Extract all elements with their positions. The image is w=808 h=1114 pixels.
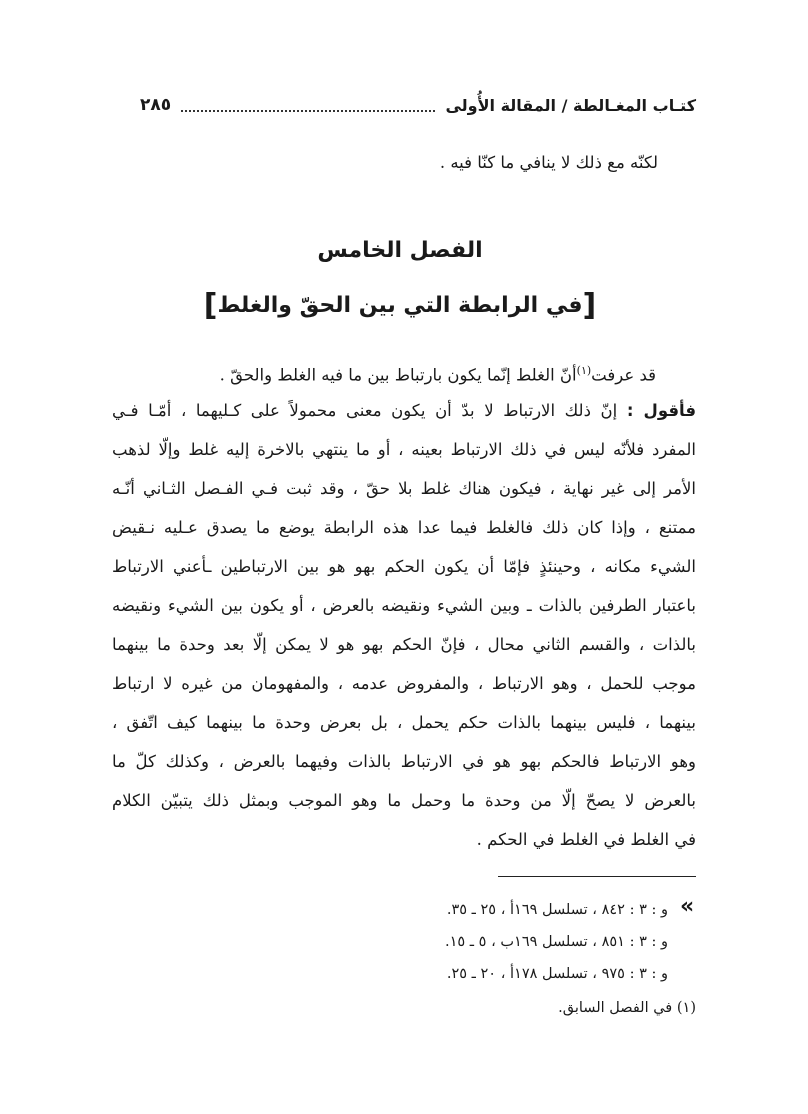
source-line: و : ٣ : ٩٧٥ ، تسلسل ١٧٨أ ، ٢٠ ـ ٢٥.: [446, 966, 668, 982]
paragraph-lead: فأقول :: [626, 401, 697, 420]
paragraph-line: موجب للحمل ، وهو الارتباط ، والمفروض عدمه ، والمفهومان من غيره لا ارتباط: [112, 674, 696, 693]
header-title: كتـاب المغـالطة / المقالة الأُولى: [445, 95, 696, 115]
intro-line: [220, 354, 656, 393]
source-line: و : ٣ : ٨٥١ ، تسلسل ١٦٩ب ، ٥ ـ ١٥.: [445, 934, 668, 950]
intro-after-ref: أنّ الغلط إنّما يكون بارتباط بين ما فيه الغلط والحقّ .: [219, 365, 577, 385]
sources-marker: »: [680, 894, 695, 919]
footnote-number: (١): [676, 1000, 696, 1016]
paragraph-line: ممتنع ، وإذا كان ذلك فالغلط فيما عدا هذه الرابطة يوضع ما يصدق عـليه نـقيض: [112, 518, 696, 537]
footnote-rule: [498, 876, 696, 877]
chapter-subtitle-text: في الرابطة التي بين الحقّ والغلط: [217, 293, 583, 318]
footnote-ref: (١): [576, 364, 592, 377]
paragraph-line: الشيء مكانه ، وحينئذٍ فإمّا أن يكون الحكم بهو هو بين الارتباطين ـأعني الارتباط: [112, 557, 696, 576]
paragraph-last-line: في الغلط في الغلط في الحكم .: [476, 830, 696, 849]
paragraph-line: بينهما ، فليس بينهما بالذات حكم يحمل ، بل بعرض وحدة ما بينهما كيف اتّفق ،: [112, 713, 696, 732]
bracket-close: ]: [203, 288, 218, 323]
running-header: [140, 90, 696, 120]
bracket-open: [: [582, 288, 597, 323]
paragraph-line: بالذات ، والقسم الثاني محال ، فإنّ الحكم بهو هو لا يمكن إلّا بعد وحدة ما بينهما: [112, 635, 696, 654]
intro-before-ref: قد عرفت: [591, 365, 656, 385]
paragraph-line: باعتبار الطرفين بالذات ـ وبين الشيء ونقيضه بالعرض ، أو يكون بين الشيء ونقيضه: [112, 596, 696, 615]
paragraph-line: بالعرض لا يصحّ إلّا من وحدة ما وحمل ما وهو الموجب وبمثل ذلك يتبيّن الكلام: [112, 791, 696, 810]
source-line: و : ٣ : ٨٤٢ ، تسلسل ١٦٩أ ، ٢٥ ـ ٣٥.: [446, 902, 668, 918]
paragraph-line: الأمر إلى غير نهاية ، فيكون هناك غلط بلا حقّ ، وقد ثبت فـي الفـصل الثـاني أنّـه: [112, 479, 696, 498]
paragraph-line: المفرد فلأنّه ليس في ذلك الارتباط بعينه ، أو ما ينتهي بالاخرة إليه غلط وإلّا لذهب: [112, 440, 696, 459]
footnote: [558, 994, 696, 1022]
page-number: ٢٨٥: [140, 95, 172, 115]
opening-line: لكنّه مع ذلك لا ينافي ما كنّا فيه .: [439, 153, 658, 172]
chapter-subtitle: [100, 288, 700, 323]
paragraph-line: وهو الارتباط فالحكم بهو هو في الارتباط بالذات وفيهما بالعرض ، وكذلك كلّ ما: [112, 752, 696, 771]
footnote-text: في الفصل السابق.: [558, 1000, 673, 1016]
paragraph-first-line: إنّ ذلك الارتباط لا بدّ أن يكون معنى محمولاً على كـليهما ، أمّـا فـي: [112, 401, 618, 420]
paragraph-line: [112, 394, 696, 428]
header-dot-leader: [181, 98, 435, 112]
chapter-title: الفصل الخامس: [317, 238, 483, 263]
